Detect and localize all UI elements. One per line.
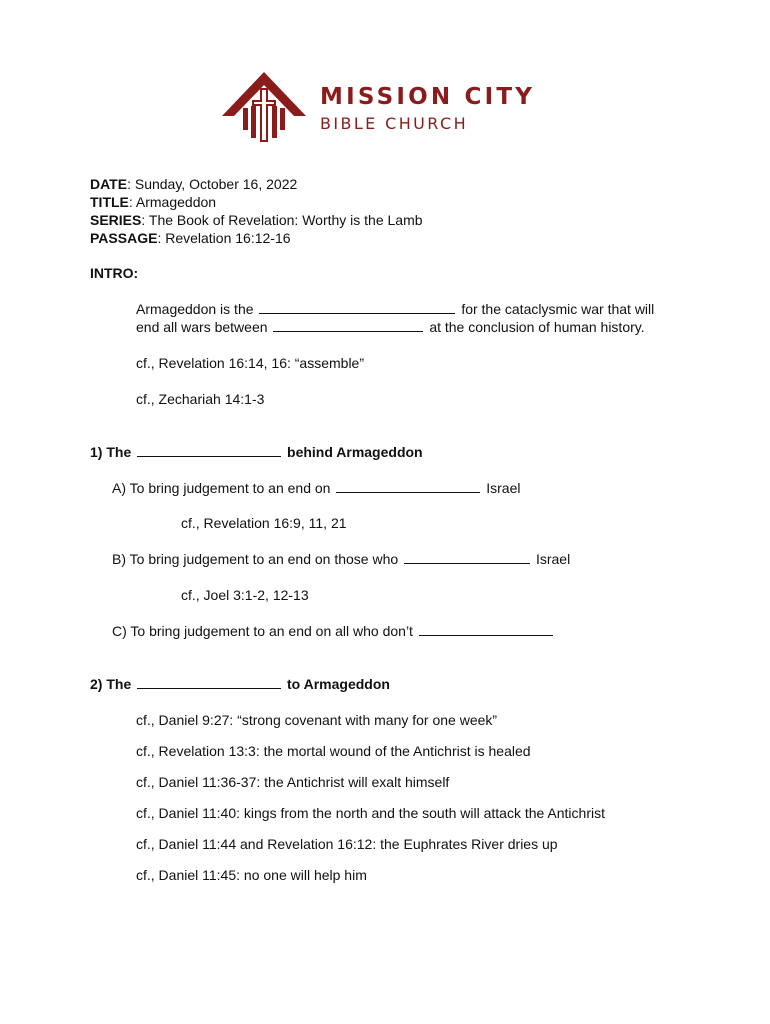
date-line bbox=[90, 175, 297, 193]
passage-value: : Revelation 16:12-16 bbox=[157, 230, 291, 246]
section-2-heading bbox=[90, 675, 390, 693]
series-value: : The Book of Revelation: Worthy is the Lamb bbox=[141, 212, 423, 228]
point-b-marker: B) bbox=[112, 551, 126, 567]
series-label: SERIES bbox=[90, 212, 142, 228]
point-a-text: To bring judgement to an end on bbox=[129, 480, 331, 496]
point-a bbox=[112, 479, 520, 497]
title-label: TITLE bbox=[90, 194, 129, 210]
section-2-heading-end: to Armageddon bbox=[287, 676, 390, 692]
point-b bbox=[112, 550, 570, 568]
point-c bbox=[112, 622, 555, 640]
section-1-heading-start: 1) The bbox=[90, 444, 132, 460]
intro-ref-2: cf., Zechariah 14:1-3 bbox=[136, 391, 265, 407]
intro-line-1 bbox=[136, 300, 654, 318]
point-a-ref: cf., Revelation 16:9, 11, 21 bbox=[181, 515, 347, 531]
point-a-marker: A) bbox=[112, 480, 126, 496]
point-b-suffix: Israel bbox=[535, 551, 571, 567]
intro-line-2-end: at the conclusion of human history. bbox=[429, 319, 645, 335]
passage-label: PASSAGE bbox=[90, 230, 158, 246]
date-value: : Sunday, October 16, 2022 bbox=[127, 176, 298, 192]
series-line bbox=[90, 211, 423, 229]
title-line bbox=[90, 193, 216, 211]
section-1-heading bbox=[90, 443, 423, 461]
logo-subtitle: BIBLE CHURCH bbox=[320, 114, 469, 133]
point-b-text: To bring judgement to an end on those who bbox=[129, 551, 399, 567]
church-cross-icon bbox=[222, 72, 312, 144]
point-b-ref: cf., Joel 3:1-2, 12-13 bbox=[181, 587, 309, 603]
fill-in-blank[interactable] bbox=[404, 551, 530, 564]
section-2-ref: cf., Daniel 11:36-37: the Antichrist will exalt himself bbox=[136, 774, 450, 790]
section-2-heading-start: 2) The bbox=[90, 676, 132, 692]
fill-in-blank[interactable] bbox=[419, 623, 553, 636]
point-c-marker: C) bbox=[112, 623, 127, 639]
fill-in-blank[interactable] bbox=[137, 444, 281, 457]
passage-line bbox=[90, 229, 291, 247]
section-2-ref: cf., Daniel 11:45: no one will help him bbox=[136, 867, 367, 883]
church-logo bbox=[222, 72, 552, 144]
section-2-ref: cf., Revelation 13:3: the mortal wound of the Antichrist is healed bbox=[136, 743, 531, 759]
fill-in-blank[interactable] bbox=[259, 301, 455, 314]
intro-line-1-start: Armageddon is the bbox=[136, 301, 254, 317]
intro-line-2-start: end all wars between bbox=[136, 319, 268, 335]
fill-in-blank[interactable] bbox=[336, 480, 480, 493]
intro-line-2 bbox=[136, 318, 645, 336]
intro-heading: INTRO: bbox=[90, 265, 139, 281]
fill-in-blank[interactable] bbox=[273, 319, 423, 332]
date-label: DATE bbox=[90, 176, 128, 192]
intro-line-1-end: for the cataclysmic war that will bbox=[461, 301, 655, 317]
point-a-suffix: Israel bbox=[486, 480, 521, 496]
section-2-ref: cf., Daniel 11:40: kings from the north and the south will attack the Antichrist bbox=[136, 805, 605, 821]
logo-title: MISSION CITY bbox=[320, 84, 536, 110]
point-c-text: To bring judgement to an end on all who don’t bbox=[130, 623, 413, 639]
intro-ref-1: cf., Revelation 16:14, 16: “assemble” bbox=[136, 355, 365, 371]
title-value: : Armageddon bbox=[128, 194, 217, 210]
section-2-ref: cf., Daniel 9:27: “strong covenant with many for one week” bbox=[136, 712, 498, 728]
section-2-ref: cf., Daniel 11:44 and Revelation 16:12: the Euphrates River dries up bbox=[136, 836, 558, 852]
fill-in-blank[interactable] bbox=[137, 676, 281, 689]
section-1-heading-end: behind Armageddon bbox=[287, 444, 423, 460]
